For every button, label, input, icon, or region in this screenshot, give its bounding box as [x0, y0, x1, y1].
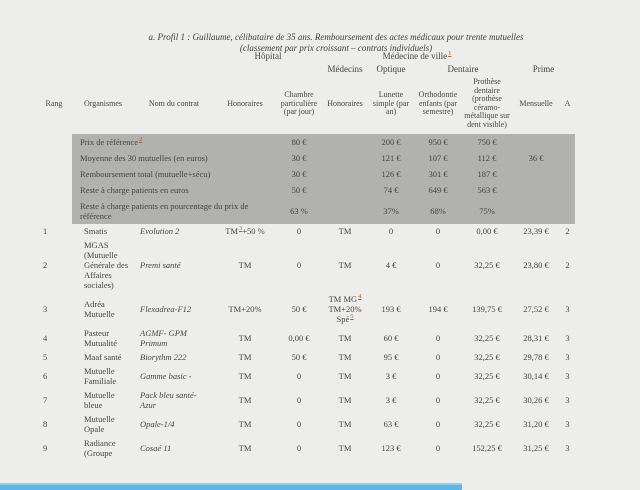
reference-row-5: [36, 198, 575, 224]
cell-honoraires-hopital: TM: [238, 370, 252, 381]
table-row: [36, 364, 575, 388]
cell-prime-mensuelle: 29,78 €: [523, 351, 549, 362]
cell-nom-du-contrat: Opale-1/4: [140, 418, 175, 429]
cell-organisme: MGAS (Mutuelle Générale des Affaires sociales): [84, 239, 129, 290]
cell-honoraires-hopital: TM+20%: [228, 303, 262, 314]
cell-rang: 3: [43, 303, 48, 314]
cell-rang: 9: [43, 442, 48, 453]
cell-organisme: Adréa Mutuelle: [84, 298, 115, 319]
spacer: [214, 63, 322, 77]
column-header-11: A: [564, 98, 571, 108]
mutuelles-comparison-table: [36, 50, 575, 460]
column-header-4: Honoraires: [227, 98, 263, 108]
ref-chambre: 50 €: [276, 182, 322, 198]
cell-honoraires-medecins: TM: [338, 225, 352, 236]
ref-prothese: 187 €: [462, 166, 512, 182]
cell-orthodontie: 0: [435, 332, 441, 343]
cell-honoraires-medecins: TM: [338, 394, 352, 405]
column-header-8: Orthodontie enfants (par semestre): [418, 90, 458, 117]
footnote-ref[interactable]: 5: [350, 312, 354, 320]
column-header-3: Nom du contrat: [148, 98, 200, 108]
cell-nom-du-contrat: Cosaé 11: [140, 442, 172, 453]
cell-honoraires-hopital: TM: [238, 394, 252, 405]
cell-nom-du-contrat: Pack bleu santé- Azur: [140, 389, 197, 410]
ref-row-label: Reste à charge patients en pourcentage du prix de référence: [72, 198, 276, 224]
cell-prime-annuelle: 3: [565, 351, 570, 362]
cell-nom-du-contrat: Evolution 2: [140, 225, 180, 236]
subgroup-header-medecins: Médecins: [327, 63, 363, 74]
cell-organisme: Mutuelle Opale: [84, 413, 115, 434]
cell-organisme: Pasteur Mutualité: [84, 327, 118, 348]
cell-orthodontie: 0: [435, 351, 441, 362]
cell-prothese-dentaire: 32,25 €: [474, 351, 500, 362]
cell-prime-annuelle: 3: [565, 303, 570, 314]
cell-prothese-dentaire: 0,00 €: [476, 225, 498, 236]
cell-lunette-simple: 4 €: [385, 259, 397, 270]
cell-prime-mensuelle: 31,20 €: [523, 418, 549, 429]
cell-chambre-particuliere: 0: [296, 418, 302, 429]
cell-honoraires-medecins: TM MG$^4$ TM+20% Spé$^5$: [328, 292, 362, 324]
ref-annuelle-stub: [560, 198, 575, 224]
cell-lunette-simple: 123 €: [381, 442, 401, 453]
cell-honoraires-hopital: TM: [238, 351, 252, 362]
cell-honoraires-medecins: TM: [338, 442, 352, 453]
cell-lunette-simple: 3 €: [385, 394, 397, 405]
ref-annuelle-stub: [560, 166, 575, 182]
horizontal-scrollbar[interactable]: [0, 483, 462, 490]
cell-prime-annuelle: 2: [565, 259, 570, 270]
table-row: [36, 238, 575, 292]
cell-honoraires-hopital: TM$^3$+50 %: [225, 224, 265, 236]
ref-prothese: 750 €: [462, 134, 512, 150]
ref-mensuelle: [512, 198, 560, 224]
ref-row-label: Moyenne des 30 mutuelles (en euros): [72, 150, 276, 166]
spacer: [36, 50, 214, 63]
column-header-row: [36, 76, 575, 133]
ref-orthodontie: 301 €: [414, 166, 462, 182]
ref-orthodontie: 950 €: [414, 134, 462, 150]
cell-prothese-dentaire: 152,25 €: [472, 442, 502, 453]
cell-rang: 1: [43, 225, 48, 236]
ref-annuelle-stub: [560, 182, 575, 198]
cell-chambre-particuliere: 50 €: [291, 303, 307, 314]
cell-rang: 2: [43, 259, 48, 270]
cell-honoraires-medecins: TM: [338, 418, 352, 429]
table-row: [36, 388, 575, 412]
ref-mensuelle: [512, 166, 560, 182]
ref-rang-spacer: [36, 134, 72, 150]
table-row: [36, 326, 575, 350]
cell-chambre-particuliere: 0,00 €: [288, 332, 310, 343]
ref-row-label: Reste à charge patients en euros: [72, 182, 276, 198]
column-header-1: Rang: [45, 98, 63, 108]
ref-honoraires-medecins: [322, 166, 368, 182]
table-row: [36, 350, 575, 364]
cell-lunette-simple: 63 €: [383, 418, 399, 429]
cell-prothese-dentaire: 32,25 €: [474, 370, 500, 381]
cell-prothese-dentaire: 32,25 €: [474, 332, 500, 343]
cell-orthodontie: 194 €: [428, 303, 448, 314]
spacer: [512, 50, 575, 63]
ref-orthodontie: 107 €: [414, 150, 462, 166]
cell-chambre-particuliere: 50 €: [291, 351, 307, 362]
ref-chambre: 63 %: [276, 198, 322, 224]
cell-rang: 8: [43, 418, 48, 429]
ref-prothese: 563 €: [462, 182, 512, 198]
cell-orthodontie: 0: [435, 370, 441, 381]
cell-lunette-simple: 60 €: [383, 332, 399, 343]
cell-orthodontie: 0: [435, 442, 441, 453]
cell-chambre-particuliere: 0: [296, 259, 302, 270]
cell-nom-du-contrat: Premi santé: [140, 259, 181, 270]
cell-prothese-dentaire: 32,25 €: [474, 259, 500, 270]
ref-annuelle-stub: [560, 134, 575, 150]
column-header-9: Prothèse dentaire (prothèse céramo-métallique sur dent visible): [464, 77, 510, 129]
cell-rang: 6: [43, 370, 48, 381]
table-title-line1: a. Profil 1 : Guillaume, célibataire de 35 ans. Remboursement des actes médicaux pour trente mutuelles: [148, 32, 524, 42]
cell-prime-mensuelle: 28,31 €: [523, 332, 549, 343]
table-row: [36, 224, 575, 238]
ref-rang-spacer: [36, 150, 72, 166]
ref-mensuelle: [512, 182, 560, 198]
cell-prime-annuelle: 3: [565, 442, 570, 453]
cell-prime-annuelle: 3: [565, 418, 570, 429]
ref-chambre: 80 €: [276, 134, 322, 150]
cell-prime-mensuelle: 30,14 €: [523, 370, 549, 381]
ref-prothese: 112 €: [462, 150, 512, 166]
cell-orthodontie: 0: [435, 418, 441, 429]
group-header-row: [36, 50, 575, 63]
cell-prime-mensuelle: 30,26 €: [523, 394, 549, 405]
table-row: [36, 292, 575, 326]
ref-prothese: 75%: [462, 198, 512, 224]
ref-honoraires-medecins: [322, 182, 368, 198]
cell-honoraires-medecins: TM: [338, 351, 352, 362]
subgroup-header-dentaire: Dentaire: [447, 63, 479, 74]
footnote-ref[interactable]: 1: [448, 50, 452, 57]
cell-prime-mensuelle: 27,52 €: [523, 303, 549, 314]
ref-lunette: 126 €: [368, 166, 414, 182]
cell-chambre-particuliere: 0: [296, 370, 302, 381]
ref-lunette: 200 €: [368, 134, 414, 150]
ref-honoraires-medecins: [322, 134, 368, 150]
column-header-5: Chambre particulière (par jour): [280, 90, 318, 117]
cell-honoraires-hopital: TM: [238, 332, 252, 343]
ref-lunette: 74 €: [368, 182, 414, 198]
cell-rang: 4: [43, 332, 48, 343]
ref-annuelle-stub: [560, 150, 575, 166]
reference-row-3: [36, 166, 575, 182]
ref-chambre: 30 €: [276, 166, 322, 182]
footnote-ref[interactable]: 3: [239, 224, 243, 232]
group-header-medecine-ville: Médecine de ville$^1$: [382, 50, 452, 61]
cell-lunette-simple: 95 €: [383, 351, 399, 362]
column-header-2: Organismes: [83, 98, 123, 108]
cell-chambre-particuliere: 0: [296, 442, 302, 453]
cell-nom-du-contrat: Flexadrea-F12: [140, 303, 192, 314]
table-title-line2: (classement par prix croissant – contrats individuels): [239, 43, 433, 53]
cell-nom-du-contrat: AGMF- GPM Primum: [140, 327, 187, 348]
cell-prime-annuelle: 3: [565, 370, 570, 381]
cell-orthodontie: 0: [435, 259, 441, 270]
cell-organisme: Smatis: [84, 225, 108, 236]
ref-orthodontie: 649 €: [414, 182, 462, 198]
cell-lunette-simple: 3 €: [385, 370, 397, 381]
cell-honoraires-medecins: TM: [338, 332, 352, 343]
ref-row-label: Prix de référence$^2$: [72, 134, 276, 150]
reference-row-1: [36, 134, 575, 150]
cell-rang: 7: [43, 394, 48, 405]
comparison-table-wrap: [36, 50, 575, 460]
footnote-ref[interactable]: 2: [139, 135, 143, 143]
cell-chambre-particuliere: 0: [296, 394, 302, 405]
table-row: [36, 412, 575, 436]
cell-chambre-particuliere: 0: [296, 225, 302, 236]
ref-rang-spacer: [36, 198, 72, 224]
ref-lunette: 37%: [368, 198, 414, 224]
column-header-10: Mensuelle: [519, 98, 553, 108]
ref-orthodontie: 68%: [414, 198, 462, 224]
ref-mensuelle: 36 €: [512, 150, 560, 166]
table-row: [36, 436, 575, 460]
cell-honoraires-hopital: TM: [238, 418, 252, 429]
cell-prothese-dentaire: 139,75 €: [472, 303, 502, 314]
subgroup-header-optique: Optique: [376, 63, 406, 74]
ref-rang-spacer: [36, 182, 72, 198]
cell-organisme: Maaf santé: [84, 351, 122, 362]
cell-honoraires-medecins: TM: [338, 370, 352, 381]
column-header-7: Lunette simple (par an): [372, 90, 410, 117]
ref-row-label: Remboursement total (mutuelle+sécu): [72, 166, 276, 182]
cell-prime-annuelle: 3: [565, 332, 570, 343]
cell-prime-annuelle: 2: [565, 225, 570, 236]
cell-orthodontie: 0: [435, 225, 441, 236]
ref-honoraires-medecins: [322, 198, 368, 224]
cell-prime-annuelle: 3: [565, 394, 570, 405]
reference-row-2: [36, 150, 575, 166]
cell-prothese-dentaire: 32,25 €: [474, 418, 500, 429]
subgroup-header-prime: Prime: [532, 63, 555, 74]
cell-prothese-dentaire: 32,25 €: [474, 394, 500, 405]
ref-mensuelle: [512, 134, 560, 150]
cell-honoraires-hopital: TM: [238, 442, 252, 453]
footnote-ref[interactable]: 4: [358, 292, 362, 300]
cell-lunette-simple: 193 €: [381, 303, 401, 314]
cell-nom-du-contrat: Biorythm 222: [140, 351, 187, 362]
cell-lunette-simple: 0: [388, 225, 394, 236]
ref-chambre: 30 €: [276, 150, 322, 166]
ref-rang-spacer: [36, 166, 72, 182]
column-header-6: Honoraires: [327, 98, 363, 108]
cell-orthodontie: 0: [435, 394, 441, 405]
cell-prime-mensuelle: 31,25 €: [523, 442, 549, 453]
cell-prime-mensuelle: 23,39 €: [523, 225, 549, 236]
spacer: [36, 63, 214, 77]
cell-organisme: Mutuelle bleue: [84, 389, 115, 410]
subgroup-header-row: [36, 63, 575, 77]
cell-honoraires-hopital: TM: [238, 259, 252, 270]
cell-rang: 5: [43, 351, 48, 362]
cell-nom-du-contrat: Gamme basic -: [140, 370, 192, 381]
cell-organisme: Mutuelle Familiale: [84, 365, 117, 386]
ref-honoraires-medecins: [322, 150, 368, 166]
reference-row-4: [36, 182, 575, 198]
ref-lunette: 121 €: [368, 150, 414, 166]
cell-prime-mensuelle: 23,80 €: [523, 259, 549, 270]
cell-honoraires-medecins: TM: [338, 259, 352, 270]
cell-organisme: Radiance (Groupe: [84, 437, 116, 458]
group-header-hopital: Hôpital: [254, 51, 282, 61]
